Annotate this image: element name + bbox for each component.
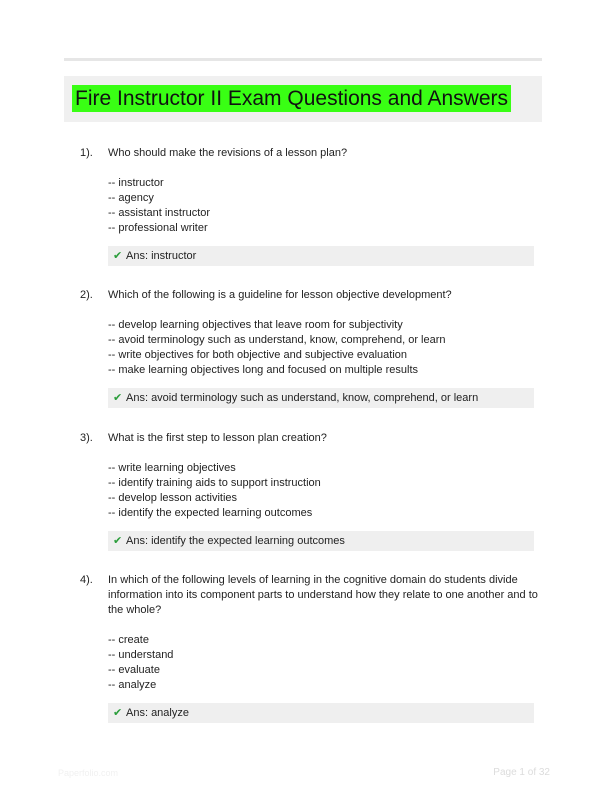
answer-text: Ans: avoid terminology such as understand, know, comprehend, or learn: [126, 392, 479, 404]
option-list: [108, 633, 540, 693]
option-item: -- analyze: [108, 679, 157, 691]
check-icon: ✔: [113, 250, 123, 262]
top-divider: [64, 58, 542, 61]
option-item: -- evaluate: [108, 664, 160, 676]
option-list: [108, 318, 540, 378]
option-item: -- avoid terminology such as understand, know, comprehend, or learn: [108, 334, 446, 346]
answer-text: Ans: identify the expected learning outcomes: [126, 535, 345, 547]
footer-watermark: Paperfolio.com: [58, 768, 119, 778]
option-item: -- identify the expected learning outcomes: [108, 507, 313, 519]
question-number: 1).: [80, 147, 93, 159]
option-item: -- develop learning objectives that leave room for subjectivity: [108, 319, 403, 331]
answer-text: Ans: analyze: [126, 707, 189, 719]
question-item: [80, 431, 540, 551]
question-item: [80, 288, 540, 408]
option-item: -- develop lesson activities: [108, 492, 238, 504]
question-number: 2).: [80, 289, 93, 301]
option-item: -- write learning objectives: [108, 462, 236, 474]
question-number: 4).: [80, 574, 93, 586]
option-item: -- assistant instructor: [108, 207, 211, 219]
question-item: [80, 146, 540, 266]
check-icon: ✔: [113, 707, 123, 719]
answer-box: [108, 703, 534, 723]
option-item: -- make learning objectives long and focused on multiple results: [108, 364, 418, 376]
answer-text: Ans: instructor: [126, 250, 197, 262]
title-panel: [64, 76, 542, 122]
option-item: -- professional writer: [108, 222, 208, 234]
question-text: What is the first step to lesson plan creation?: [108, 432, 327, 444]
option-item: -- create: [108, 634, 149, 646]
question-number: 3).: [80, 432, 93, 444]
page-title: Fire Instructor II Exam Questions and Answers: [72, 85, 511, 112]
question-item: [80, 573, 540, 723]
answer-box: [108, 531, 534, 551]
question-text: In which of the following levels of learning in the cognitive domain do students divide information into its component parts to understand how they relate to one another and to the whole?: [108, 574, 538, 616]
answer-box: [108, 388, 534, 408]
question-text: Which of the following is a guideline for lesson objective development?: [108, 289, 452, 301]
check-icon: ✔: [113, 535, 123, 547]
option-item: -- instructor: [108, 177, 164, 189]
question-text: Who should make the revisions of a lesson plan?: [108, 147, 348, 159]
option-list: [108, 176, 540, 236]
option-item: -- understand: [108, 649, 174, 661]
option-item: -- identify training aids to support instruction: [108, 477, 321, 489]
option-item: -- write objectives for both objective and subjective evaluation: [108, 349, 407, 361]
option-item: -- agency: [108, 192, 154, 204]
page-indicator: Page 1 of 32: [493, 767, 550, 778]
check-icon: ✔: [113, 392, 123, 404]
answer-box: [108, 246, 534, 266]
option-list: [108, 461, 540, 521]
